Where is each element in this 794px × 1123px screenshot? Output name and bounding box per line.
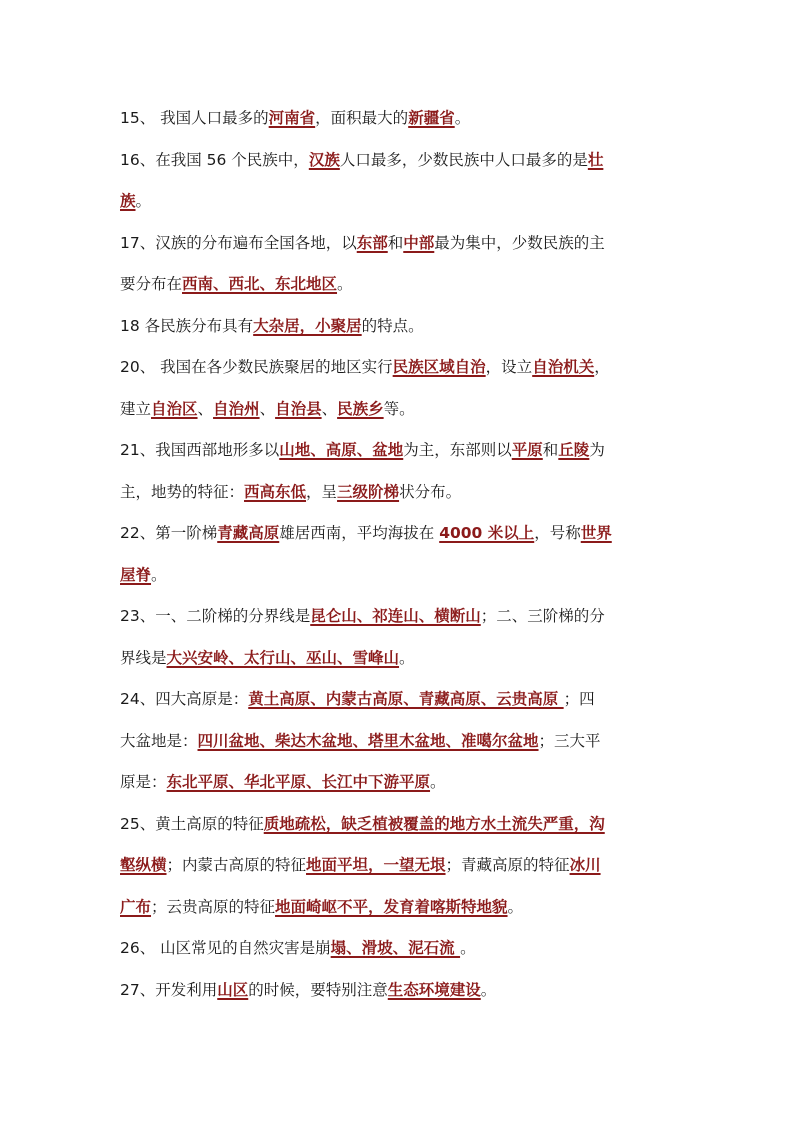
body-text: 。 <box>151 565 167 584</box>
body-text: 建立 <box>120 399 152 418</box>
answer-highlight: 西高东低 <box>244 482 307 501</box>
body-text: 22、第一阶梯 <box>120 524 218 542</box>
text-line <box>120 804 676 846</box>
text-line <box>120 762 676 804</box>
body-text: ；青藏高原的特征 <box>445 856 570 874</box>
body-text: ；三大平 <box>538 731 601 750</box>
body-text: 要分布在 <box>120 275 183 293</box>
body-text: 。 <box>460 939 476 957</box>
text-line <box>120 306 676 348</box>
body-text: ，号称 <box>534 524 581 542</box>
answer-highlight: 大杂居，小聚居 <box>253 316 362 335</box>
text-line <box>120 347 676 389</box>
text-line <box>120 638 676 680</box>
answer-highlight: 壑纵横 <box>120 856 167 874</box>
body-text: 。 <box>399 648 415 667</box>
answer-highlight: 民族区域自治 <box>392 358 486 376</box>
body-text: ，面积最大的 <box>315 109 409 127</box>
text-line <box>120 928 676 970</box>
body-text: 原是： <box>120 773 167 791</box>
body-text: 16、在我国 56 个民族中， <box>120 150 309 169</box>
text-line <box>120 513 676 555</box>
answer-highlight: 山地、高原、盆地 <box>279 441 404 459</box>
text-line <box>120 596 676 638</box>
answer-highlight: 青藏高原 <box>217 524 280 542</box>
answer-highlight: 新疆省 <box>408 109 455 127</box>
body-text: 。 <box>454 109 471 127</box>
text-line <box>120 223 676 265</box>
body-text: 。 <box>337 275 353 293</box>
body-text: ，设立 <box>485 358 533 376</box>
answer-highlight: 大兴安岭、太行山、巫山、雪峰山 <box>166 648 400 667</box>
body-text: 26、 山区常见的自然灾害是崩 <box>120 939 331 957</box>
answer-highlight: 民族乡 <box>337 399 384 418</box>
answer-highlight: 西南、西北、东北地区 <box>182 275 338 293</box>
answer-highlight: 东部 <box>356 233 388 252</box>
answer-highlight: 地面崎岖不平，发育着喀斯特地貌 <box>275 897 508 916</box>
text-line <box>120 845 676 887</box>
text-line <box>120 721 676 763</box>
body-text: ；云贵高原的特征 <box>151 897 276 916</box>
answer-highlight: 自治州 <box>213 399 260 418</box>
answer-highlight: 质地疏松，缺乏植被覆盖的地方水土流失严重，沟 <box>263 814 605 833</box>
answer-highlight: 汉族 <box>308 150 340 169</box>
body-text: 为 <box>589 441 605 459</box>
text-line <box>120 679 676 721</box>
answer-highlight: 山区 <box>217 980 249 999</box>
text-line <box>120 389 676 431</box>
body-text: 状分布。 <box>399 482 462 501</box>
text-line <box>120 264 676 306</box>
body-text: ，呈 <box>306 482 338 501</box>
body-text: 的特点。 <box>361 316 424 335</box>
body-text: 、 <box>259 399 276 418</box>
body-text: 25、黄土高原的特征 <box>120 814 264 833</box>
answer-highlight: 屋脊 <box>120 565 152 584</box>
answer-highlight: 昆仑山、祁连山、横断山 <box>310 607 481 625</box>
body-text: 、 <box>197 399 214 418</box>
answer-highlight: 东北平原、华北平原、长江中下游平原 <box>166 773 431 791</box>
answer-highlight: 丘陵 <box>558 441 590 459</box>
body-text: 。 <box>135 192 152 210</box>
body-text: 20、 我国在各少数民族聚居的地区实行 <box>120 358 393 376</box>
text-line <box>120 970 676 1012</box>
answer-highlight: 生态环境建设 <box>387 980 481 999</box>
answer-highlight: 自治机关 <box>532 358 595 376</box>
body-text: 15、 我国人口最多的 <box>120 109 269 127</box>
body-text: 27、开发利用 <box>120 980 218 999</box>
body-text: ；内蒙古高原的特征 <box>166 856 307 874</box>
answer-highlight: 黄土高原、内蒙古高原、青藏高原、云贵高原 <box>248 690 564 708</box>
answer-highlight: 自治县 <box>275 399 322 418</box>
answer-highlight: 世界 <box>580 524 612 542</box>
body-text: 人口最多，少数民族中人口最多的是 <box>339 150 588 169</box>
answer-highlight: 冰川 <box>569 856 601 874</box>
answer-highlight: 广布 <box>120 897 152 916</box>
body-text: 为主，东部则以 <box>403 441 512 459</box>
text-line <box>120 887 676 929</box>
text-line <box>120 181 676 223</box>
body-text: 18 各民族分布具有 <box>120 316 254 335</box>
answer-highlight: 四川盆地、柴达木盆地、塔里木盆地、准噶尔盆地 <box>197 731 539 750</box>
text-line <box>120 430 676 472</box>
body-text: 等。 <box>383 399 415 418</box>
body-text: 主，地势的特征： <box>120 482 245 501</box>
text-line <box>120 555 676 597</box>
body-text: ；二、三阶梯的分 <box>480 607 605 625</box>
answer-highlight: 4000 米以上 <box>439 524 535 542</box>
answer-highlight: 自治区 <box>151 399 198 418</box>
body-text: 大盆地是： <box>120 731 198 750</box>
answer-highlight: 中部 <box>403 233 435 252</box>
body-text: 21、我国西部地形多以 <box>120 441 280 459</box>
answer-highlight: 壮 <box>587 150 604 169</box>
answer-highlight: 河南省 <box>268 109 316 127</box>
answer-highlight: 平原 <box>511 441 543 459</box>
body-text: ， <box>594 358 610 376</box>
answer-highlight: 族 <box>120 192 136 210</box>
body-text: 23、一、二阶梯的分界线是 <box>120 607 311 625</box>
body-text: 的时候，要特别注意 <box>248 980 388 999</box>
body-text: 最为集中，少数民族的主 <box>434 233 605 252</box>
body-text: 雄居西南，平均海拔在 <box>279 524 440 542</box>
answer-highlight: 塌、滑坡、泥石流 <box>330 939 461 957</box>
body-text: 24、四大高原是： <box>120 690 249 708</box>
text-line <box>120 98 676 140</box>
body-text: 17、汉族的分布遍布全国各地，以 <box>120 233 357 252</box>
document-body <box>120 98 676 1011</box>
body-text: 和 <box>542 441 559 459</box>
text-line <box>120 140 676 182</box>
text-line <box>120 472 676 514</box>
answer-highlight: 地面平坦，一望无垠 <box>306 856 446 874</box>
body-text: 界线是 <box>120 648 167 667</box>
answer-highlight: 三级阶梯 <box>337 482 400 501</box>
body-text: 和 <box>387 233 404 252</box>
body-text: 。 <box>430 773 446 791</box>
body-text: ；四 <box>563 690 595 708</box>
body-text: 。 <box>480 980 497 999</box>
body-text: 。 <box>507 897 524 916</box>
body-text: 、 <box>321 399 338 418</box>
